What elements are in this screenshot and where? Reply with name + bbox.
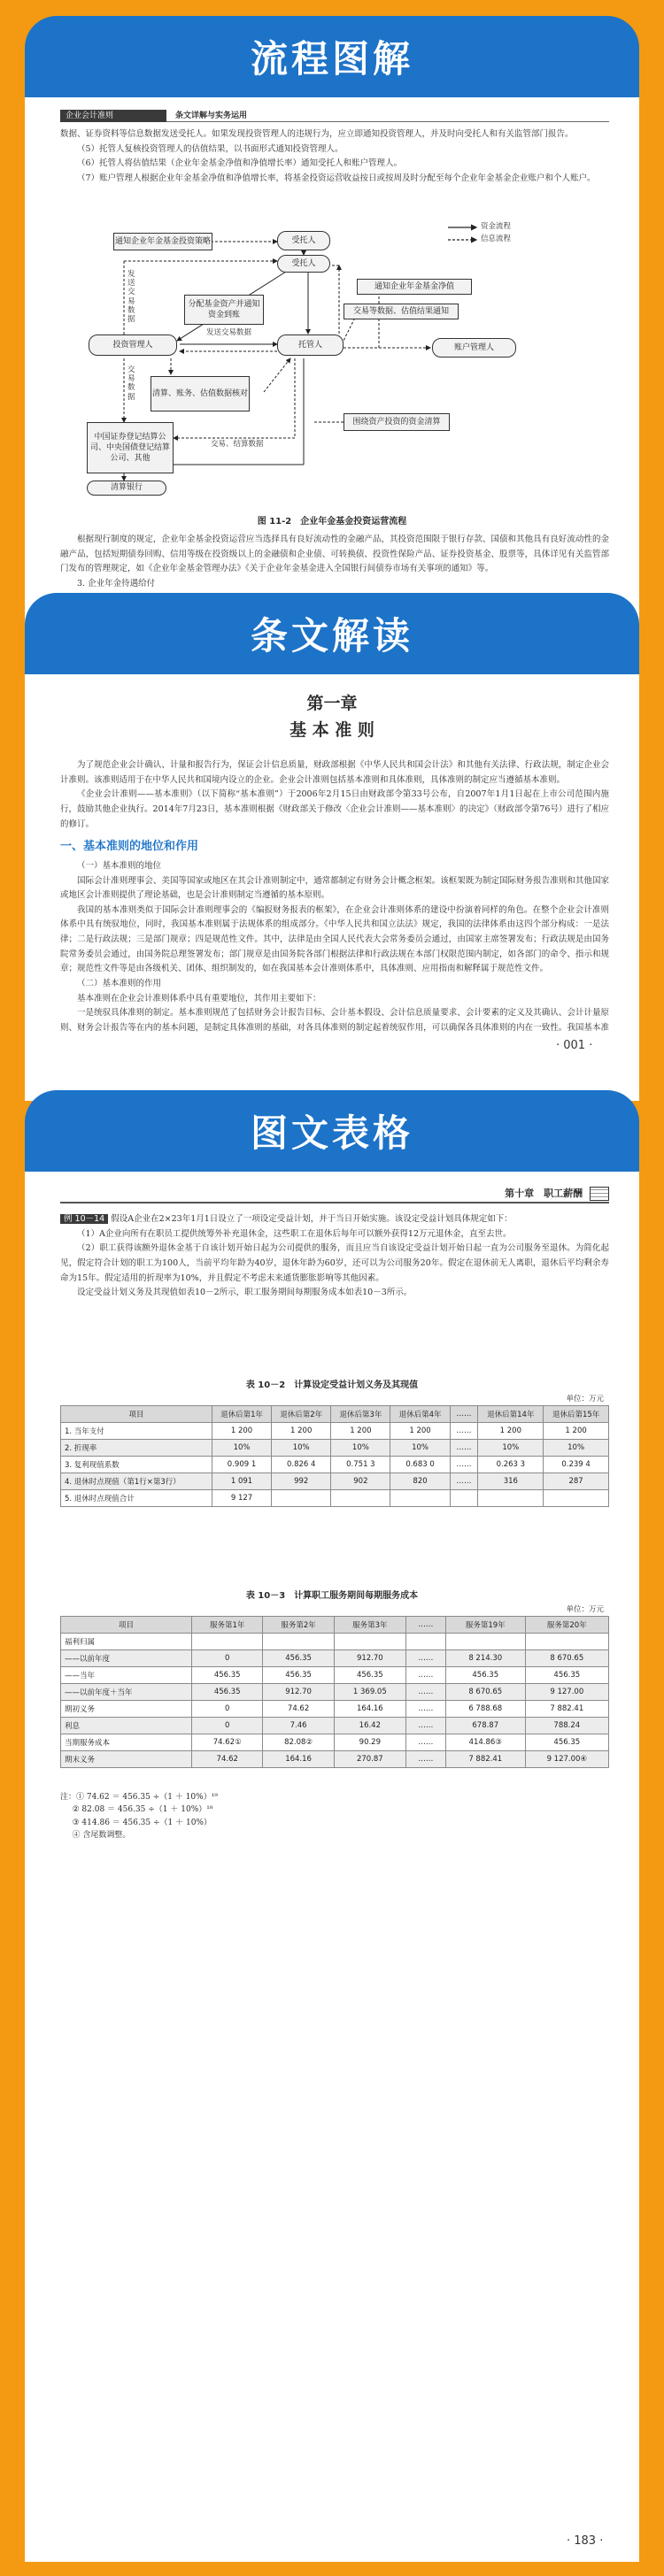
interpretation-body	[60, 758, 609, 1034]
table-cell: 8 214.30	[445, 1650, 525, 1667]
banner-interpretation	[25, 593, 639, 674]
table2	[60, 1616, 609, 1768]
table-cell: 456.35	[445, 1667, 525, 1684]
table-cell: 1 200	[390, 1423, 450, 1440]
table-cell: 16.42	[334, 1718, 405, 1734]
table1-unit: 单位：万元	[566, 1395, 604, 1403]
table-cell: 2. 折现率	[61, 1440, 212, 1457]
paragraph: 国际会计准则理事会、美国等国家或地区在其会计准则制定中，通常都制定有财务会计概念框架。该框架既为制定国际财务报告准则和其他国家或地区会计准则提供了理论基础，也是会计准则制定当遵循的基本原则。	[60, 875, 609, 901]
table-cell: 3. 复利现值系数	[61, 1457, 212, 1473]
table-cell	[405, 1634, 445, 1650]
flowchart-page	[25, 97, 639, 593]
label-center-flow: 发送交易数据	[206, 328, 252, 337]
intro-paragraph: 数据、证券资料等信息数据发送受托人。如果发现投资管理人的违规行为，应立即通知投资管理人，并及时向受托人和有关监管部门报告。	[60, 129, 574, 139]
page-header	[60, 110, 609, 122]
table-cell: 316	[478, 1473, 544, 1490]
box-account-manager: 账户管理人	[432, 338, 516, 358]
subheading: 3. 企业年金待遇给付	[77, 578, 156, 588]
table-cell	[192, 1634, 263, 1650]
table-cell: 1. 当年支付	[61, 1423, 212, 1440]
table-cell: 1 369.05	[334, 1684, 405, 1701]
table-cell: 287	[544, 1473, 609, 1490]
box-trustee: 受托人	[277, 255, 330, 273]
table-row	[61, 1473, 609, 1490]
table2-unit: 单位：万元	[566, 1605, 604, 1614]
legend-info-flow: 信息流程	[481, 235, 512, 243]
table-cell: 9 127	[212, 1490, 271, 1507]
header-right: 条文详解与实务运用	[175, 111, 248, 120]
table-cell: 74.62	[192, 1751, 263, 1768]
banner-title: 图文表格	[250, 1111, 413, 1155]
table-cell: 利息	[61, 1718, 192, 1734]
banner-tables	[25, 1090, 639, 1172]
table-cell: 912.70	[263, 1684, 334, 1701]
table-cell: 164.16	[263, 1751, 334, 1768]
list-item: （6）托管人将估值结果（企业年金基金净值和净值增长率）通知受托人和账户管理人。	[77, 158, 403, 169]
table-cell: ……	[450, 1457, 478, 1473]
table-cell: 10%	[544, 1440, 609, 1457]
table-cell: 678.87	[445, 1718, 525, 1734]
table-row	[61, 1751, 609, 1768]
label-send-trade-data: 发送交易数据	[127, 270, 135, 324]
table-cell: 7.46	[263, 1718, 334, 1734]
table-cell: 456.35	[525, 1734, 608, 1751]
table-row	[61, 1701, 609, 1718]
interpretation-page	[25, 674, 639, 1034]
column-header: 退休后第14年	[478, 1406, 544, 1423]
page-number: · 001 ·	[556, 1039, 593, 1052]
table-cell: 1 200	[544, 1423, 609, 1440]
column-header: 退休后第1年	[212, 1406, 271, 1423]
table-row	[61, 1457, 609, 1473]
table-cell: 6 788.68	[445, 1701, 525, 1718]
table-cell: 9 127.00	[525, 1684, 608, 1701]
table-cell: 788.24	[525, 1718, 608, 1734]
table-cell: ……	[405, 1751, 445, 1768]
table-cell: 164.16	[334, 1701, 405, 1718]
table-cell: 5. 退休时点现值合计	[61, 1490, 212, 1507]
paragraph: 根据现行制度的规定，企业年金基金投资运营应当选择具有良好流动性的金融产品，其投资范围限于银行存款、国债和其他具有良好流动性的金融产品，包括短期债券回购、信用等级在投资级以上的金融债和企业债、可转换债、投资性保险产品、证券投资基金、股票等，具体详见有关监管部门发布的管理规定，如《企业年金基金管理办法》《关于企业年金基金进入全国银行间债券市场有关事项的通知》等。	[60, 534, 609, 574]
table-row	[61, 1667, 609, 1684]
list-item: （5）托管人复核投资管理人的估值结果，以书面形式通知投资管理人。	[77, 143, 344, 154]
table-cell: 7 882.41	[525, 1701, 608, 1718]
table-cell: 1 200	[478, 1423, 544, 1440]
table-cell	[263, 1634, 334, 1650]
table-cell: 74.62①	[192, 1734, 263, 1751]
table-row	[61, 1684, 609, 1701]
banner-flowchart	[25, 16, 639, 97]
note: 设定受益计划义务及其现值如表10－2所示，职工服务期间每期服务成本如表10－3所示。	[77, 1288, 413, 1298]
table-cell: ……	[405, 1718, 445, 1734]
tables-page	[25, 1172, 639, 2562]
paragraph: 基本准则在企业会计准则体系中具有重要地位，其作用主要如下：	[77, 993, 321, 1003]
table-cell: ……	[405, 1650, 445, 1667]
box-clearing-bank: 清算银行	[87, 481, 166, 496]
column-header: 项目	[61, 1406, 212, 1423]
page-header	[60, 1184, 609, 1203]
table-cell: 456.35	[263, 1667, 334, 1684]
example-description: 假设A企业在2×23年1月1日设立了一项设定受益计划，并于当日开始实施。该设定受益计划具体规定如下：	[111, 1214, 513, 1224]
note-line: 注：① 74.62 ＝ 456.35 ÷（1 ＋ 10%）¹⁹	[60, 1793, 218, 1802]
table-cell	[390, 1490, 450, 1507]
chapter-header	[505, 1186, 609, 1201]
example-tag: 例 10－14	[60, 1214, 108, 1224]
box-trustee-top: 受托人	[277, 231, 330, 250]
table-cell: 456.35	[334, 1667, 405, 1684]
table-cell: 456.35	[525, 1667, 608, 1684]
table-cell: 福利归属	[61, 1634, 192, 1650]
table-row	[61, 1650, 609, 1667]
table-cell: 9 127.00④	[525, 1751, 608, 1768]
subheading: （二）基本准则的作用	[77, 978, 162, 988]
header-left: 企业会计准则	[60, 110, 166, 122]
note-line: ② 82.08 ＝ 456.35 ÷（1 ＋ 10%）¹⁸	[72, 1805, 213, 1815]
table-cell	[445, 1634, 525, 1650]
intro-text	[60, 127, 609, 187]
table-row	[61, 1718, 609, 1734]
column-header: 退休后第2年	[272, 1406, 331, 1423]
table-cell: 期末义务	[61, 1751, 192, 1768]
book-icon	[590, 1187, 609, 1201]
table-notes	[60, 1791, 609, 1842]
table-row	[61, 1634, 609, 1650]
table-cell	[544, 1490, 609, 1507]
table-cell: ——以前年度＋当年	[61, 1684, 192, 1701]
table-cell: 0.751 3	[331, 1457, 390, 1473]
column-header: 服务第3年	[334, 1617, 405, 1634]
table-cell: 8 670.65	[445, 1684, 525, 1701]
paragraph: 我国的基本准则类似于国际会计准则理事会的《编报财务报表的框架》，在企业会计准则体系的建设中扮演着同样的角色。在整个企业会计准则体系中具有统驭地位，同时，我国基本准则属于法规体系的组成部分。《中华人民共和国立法法》规定，我国的法律体系由这四个部分构成：一是法律；二是行政法规；三是部门规章；四是规范性文件。其中，法律是由全国人民代表大会常务委员会通过，由国家主席签署发布；行政法规是由国务院常务委员会通过，由国务院总理签署发布；部门规章是由国务院各部门根据法律和行政法规在本部门权限范围内制定，如各部门的命令、指示和规章；规范性文件等是由各级机关、团体、组织制发的，如在我国基本会计准则体系中，具体准则、应用指南和解释属于规范性文件。	[60, 904, 609, 974]
note-line: ④ 含尾数调整。	[72, 1831, 131, 1841]
example-text	[60, 1212, 609, 1301]
subheading: （一）基本准则的地位	[77, 860, 162, 871]
paragraph: 一是统驭具体准则的制定。基本准则规范了包括财务会计报告目标、会计基本假设、会计信息质量要求、会计要素的定义及其确认、会计计量原则、财务会计报告等在内的基本问题，是制定具体准则的基础，对各具体准则的制定起着统驭作用，可以确保各具体准则的内在一致性。我国基本准	[60, 1008, 609, 1033]
paragraph: 为了规范企业会计确认、计量和报告行为，保证会计信息质量，财政部根据《中华人民共和国会计法》和其他有关法律、行政法规，制定企业会计准则。该准则适用于在中华人民共和国境内设立的企业。企业会计准则包括基本准则和具体准则，具体准则的制定应当遵循基本准则。	[60, 760, 609, 785]
list-item: （1）A企业向所有在职员工提供统筹外补充退休金，这些职工在退休后每年可以额外获得12万元退休金，直至去世。	[77, 1228, 512, 1239]
label-trade-data: 交易数据	[127, 365, 135, 402]
table-cell: 10%	[212, 1440, 271, 1457]
box-settlement: 围绕资产投资的资金清算	[344, 413, 450, 431]
table1-title: 表 10－2 计算设定受益计划义务及其现值	[245, 1380, 419, 1390]
table-cell: 10%	[272, 1440, 331, 1457]
table-cell: ……	[405, 1734, 445, 1751]
box-trade-info: 交易等数据、估值结果通知	[344, 304, 459, 319]
table-cell: 8 670.65	[525, 1650, 608, 1667]
box-reconcile: 清算、账务、估值数据核对	[151, 376, 250, 411]
table-cell: ……	[450, 1473, 478, 1490]
table-cell: 456.35	[192, 1667, 263, 1684]
column-header: ……	[450, 1406, 478, 1423]
table-cell: 1 200	[212, 1423, 271, 1440]
column-header: 退休后第4年	[390, 1406, 450, 1423]
table-cell: 270.87	[334, 1751, 405, 1768]
table2-title: 表 10－3 计算职工服务期间每期服务成本	[245, 1591, 419, 1601]
table-cell: ……	[405, 1684, 445, 1701]
table-cell: 0.263 3	[478, 1457, 544, 1473]
table-cell: 0.683 0	[390, 1457, 450, 1473]
table-cell	[450, 1490, 478, 1507]
column-header: 服务第19年	[445, 1617, 525, 1634]
table-row	[61, 1490, 609, 1507]
chapter-header-text: 第十章 职工薪酬	[505, 1188, 583, 1199]
table-cell	[331, 1490, 390, 1507]
table-cell: 1 200	[272, 1423, 331, 1440]
flowchart	[78, 217, 591, 496]
table-cell: ……	[405, 1667, 445, 1684]
column-header: 退休后第15年	[544, 1406, 609, 1423]
table-cell	[334, 1634, 405, 1650]
table-cell: 7 882.41	[445, 1751, 525, 1768]
table-cell: ……	[405, 1701, 445, 1718]
legend-fund-flow: 资金流程	[481, 222, 512, 231]
chapter-title: 基 本 准 则	[290, 720, 374, 740]
example-intro	[60, 1212, 609, 1227]
box-notice-strategy: 通知企业年金基金投资策略	[113, 233, 212, 250]
table-cell	[272, 1490, 331, 1507]
table-cell: 82.08②	[263, 1734, 334, 1751]
table-cell: 456.35	[192, 1684, 263, 1701]
table-cell	[525, 1634, 608, 1650]
table1	[60, 1405, 609, 1507]
column-header: 服务第2年	[263, 1617, 334, 1634]
table-row	[61, 1734, 609, 1751]
table-cell: 90.29	[334, 1734, 405, 1751]
box-transfer-notice: 分配基金资产并通知资金到账	[184, 295, 264, 325]
table-cell: ——以前年度	[61, 1650, 192, 1667]
box-registry: 中国证券登记结算公司、中央国债登记结算公司、其他	[87, 422, 174, 473]
chapter-number: 第一章	[306, 694, 358, 713]
table-cell: 10%	[390, 1440, 450, 1457]
table-cell: 0.239 4	[544, 1457, 609, 1473]
table-cell: 1 200	[331, 1423, 390, 1440]
table-cell: 820	[390, 1473, 450, 1490]
table-cell: 期初义务	[61, 1701, 192, 1718]
table-cell: 4. 退休时点现值（第1行×第3行）	[61, 1473, 212, 1490]
box-custodian: 托管人	[277, 334, 344, 356]
table-cell: ……	[450, 1440, 478, 1457]
table-cell: 414.86③	[445, 1734, 525, 1751]
column-header: ……	[405, 1617, 445, 1634]
table-cell: 456.35	[263, 1650, 334, 1667]
table-cell: ……	[450, 1423, 478, 1440]
page-number: · 183 ·	[567, 2534, 604, 2548]
banner-title: 条文解读	[250, 614, 413, 657]
column-header: 服务第1年	[192, 1617, 263, 1634]
column-header: 项目	[61, 1617, 192, 1634]
table-cell: 当期服务成本	[61, 1734, 192, 1751]
table-cell: 902	[331, 1473, 390, 1490]
table-cell: 0.826 4	[272, 1457, 331, 1473]
table-cell: 10%	[478, 1440, 544, 1457]
table-cell: 1 091	[212, 1473, 271, 1490]
banner-title: 流程图解	[250, 37, 413, 81]
paragraph: 《企业会计准则——基本准则》（以下简称“基本准则”）于2006年2月15日由财政部令第33号公布，自2007年1月1日起在上市公司范围内施行，鼓励其他企业执行。2014年7月23日，基本准则根据《财政部关于修改〈企业会计准则——基本准则〉的决定》（财政部令第76号）进行了相应的修订。	[60, 789, 609, 829]
flowchart-caption: 图 11-2 企业年金基金投资运营流程	[257, 517, 407, 527]
table-cell: 10%	[331, 1440, 390, 1457]
body-text	[60, 533, 609, 592]
section-heading: 一、基本准则的地位和作用	[60, 840, 199, 854]
table-cell	[478, 1490, 544, 1507]
table-cell: 74.62	[263, 1701, 334, 1718]
list-item: （2）职工获得该额外退休金基于自该计划开始日起为公司提供的服务，而且应当自该设定受益计划开始日起一直为公司服务至退休。为简化起见，假定符合计划的职工为100人，当前平均年龄为40岁，退休年龄为60岁，还可以为公司服务20年。假定在退休前无人离职，退休后平均剩余寿命为15年。假定适用的折现率为10%，并且假定不考虑未来通货膨胀影响等其他因素。	[60, 1243, 609, 1283]
table-row	[61, 1440, 609, 1457]
column-header: 退休后第3年	[331, 1406, 390, 1423]
table-cell: 992	[272, 1473, 331, 1490]
column-header: 服务第20年	[525, 1617, 608, 1634]
table-cell: 0	[192, 1701, 263, 1718]
table-cell: ——当年	[61, 1667, 192, 1684]
table-cell: 912.70	[334, 1650, 405, 1667]
table-cell: 0	[192, 1718, 263, 1734]
table-cell: 0.909 1	[212, 1457, 271, 1473]
table-row	[61, 1423, 609, 1440]
label-trade-settle: 交易、结算数据	[211, 440, 264, 449]
note-line: ③ 414.86 ＝ 456.35 ÷（1 ＋ 10%）	[72, 1818, 212, 1827]
box-notice-net: 通知企业年金基金净值	[357, 279, 472, 295]
box-investment-manager: 投资管理人	[89, 334, 177, 356]
table-cell: 0	[192, 1650, 263, 1667]
list-item: （7）账户管理人根据企业年金基金净值和净值增长率，将基金投资运营收益按日或按周及时分配至每个企业年金基金企业账户和个人账户。	[77, 173, 596, 183]
